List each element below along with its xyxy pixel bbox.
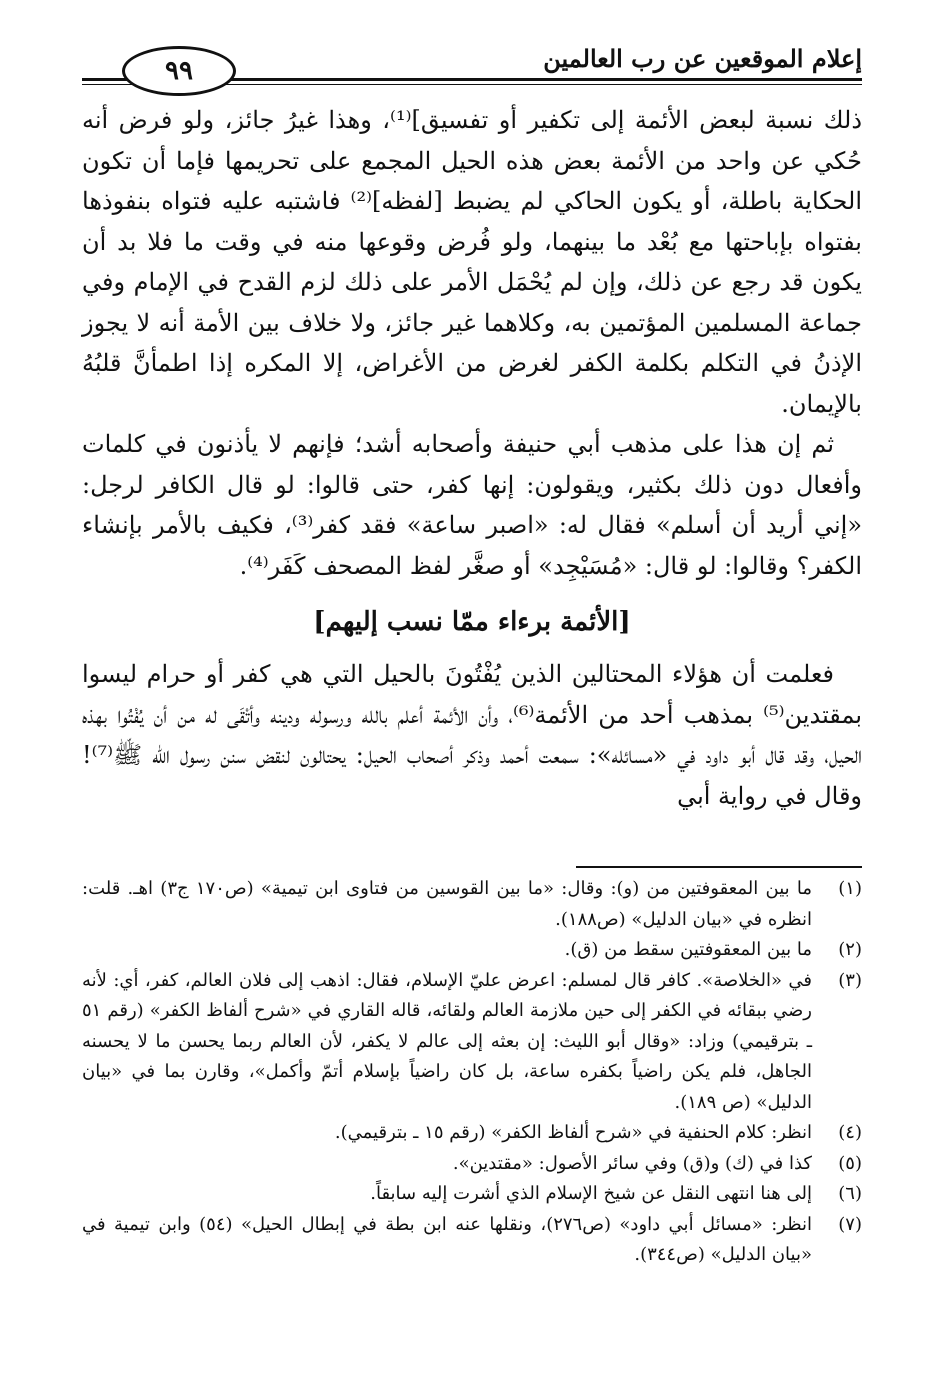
footnote-text: انظر: كلام الحنفية في «شرح ألفاظ الكفر» (رقم ١٥ ـ بترقيمي).	[334, 1122, 812, 1143]
footnote-separator	[576, 866, 862, 868]
page-number: ٩٩	[165, 56, 193, 86]
footnotes	[82, 874, 862, 1271]
footnote-number: (٥)	[838, 1152, 862, 1174]
footnote-number: (٤)	[838, 1122, 862, 1143]
main-text	[82, 100, 862, 816]
footnote-6	[82, 1179, 862, 1210]
footnote-text: إلى هنا انتهى النقل عن شيخ الإسلام الذي أشرت إليه سابقاً.	[370, 1183, 812, 1204]
footnote-text: ما بين المعقوفتين سقط من (ق).	[564, 939, 812, 960]
footnote-text: في «الخلاصة». كافر قال لمسلم: اعرض عليّ الإسلام، فقال: اذهب إلى فلان العالم، كفر، أي: لأنه رضي ببقائه في الكفر إلى حين ملازمة العالم ولقائه، قاله القاري في «شرح ألفاظ الكفر» (رقم ٥١ ـ بترقيمي) وزاد: «وقال أبو الليث: إن بعثه إلى عالم لا يكفر، لأن العالم ربما يحسن ما لا يحسنه الجاهل، فلم يكن راضياً بكفره ساعة، بل كان راضياً بإسلام أتمّ وأكمل»، وقارن بما في «بيان الدليل» (ص ١٨٩).	[82, 969, 812, 1113]
footnote-4	[82, 1118, 862, 1149]
footnote-text: كذا في (ك) و(ق) وفي سائر الأصول: «مقتدين».	[452, 1152, 812, 1174]
footnote-5	[82, 1149, 862, 1180]
running-title: إعلام الموقعين عن رب العالمين	[543, 44, 862, 73]
footnote-2	[82, 935, 862, 966]
footnote-number: (٢)	[838, 939, 862, 960]
paragraph-1: ذلك نسبة لبعض الأئمة إلى تكفير أو تفسيق]⁽¹⁾، وهذا غيرُ جائز، ولو فرض أنه حُكي عن واحد من الأئمة بعض هذه الحيل المجمع على تحريمها فإما أن تكون الحكاية باطلة، أو يكون الحاكي لم يضبط [لفظه]⁽²⁾ فاشتبه عليه فتواه بنفوذها بفتواه بإباحتها مع بُعْد ما بينهما، ولو فُرض وقوعها منه في وقت ما فلا بد أن يكون قد رجع عن ذلك، وإن لم يُحْمَل الأمر على ذلك لزم القدح في الإمام وفي جماعة المسلمين المؤتمين به، وكلاهما غير جائز، ولا خلاف بين الأمة أنه لا يجوز الإذنُ في التكلم بكلمة الكفر لغرض من الأغراض، إلا المكره إذا اطمأنَّ قلبُهُ بالإيمان.	[82, 106, 863, 418]
footnote-text: ما بين المعقوفتين من (و): وقال: «ما بين القوسين من فتاوى ابن تيمية» (ص١٧٠ ج٣) اهـ. قلت: انظره في «بيان الدليل» (ص١٨٨).	[82, 878, 813, 930]
page-number-oval	[122, 46, 236, 96]
footnote-text: انظر: «مسائل أبي داود» (ص٢٧٦)، ونقلها عنه ابن بطة في إبطال الحيل» (٥٤) وابن تيمية في «بيان الدليل» (ص٣٤٤).	[82, 1213, 812, 1265]
footnote-number: (٧)	[838, 1213, 862, 1235]
section-heading: [الأئمة برءاء ممّا نسب إليهم]	[313, 607, 631, 637]
footnote-3	[82, 966, 862, 1119]
running-header	[82, 38, 862, 94]
paragraph-2: ثم إن هذا على مذهب أبي حنيفة وأصحابه أشد؛ فإنهم لا يأذنون في كلمات وأفعال دون ذلك بكثير، ويقولون: إنها كفر، حتى قالوا: لو قال الكافر لرجل: «إني أريد أن أسلم» فقال له: «اصبر ساعة» فقد كفر⁽³⁾، فكيف بالأمر بإنشاء الكفر؟ وقالوا: لو قال: «مُسَيْجِد» أو صغَّر لفظ المصحف كَفَر⁽⁴⁾.	[82, 430, 863, 580]
footnote-7	[82, 1210, 862, 1271]
footnote-1	[82, 874, 862, 935]
footnote-number: (٦)	[838, 1183, 862, 1204]
footnote-number: (١)	[838, 878, 862, 899]
paragraph-3: فعلمت أن هؤلاء المحتالين الذين يُفْتُونَ بالحيل التي هي كفر أو حرام ليسوا بمقتدين⁽⁵⁾ بمذهب أحد من الأئمة⁽⁶⁾، وأن الأئمة أعلم بالله ورسوله ودينه وأتْقَى له من أن يُفْتُوا بهذه الحيل، وقد قال أبو داود في «مسائله»: سمعت أحمد وذكر أصحاب الحيل: يحتالون لنقض سنن رسول الله ﷺ⁽⁷⁾! وقال في رواية أبي	[82, 660, 863, 810]
footnote-number: (٣)	[838, 969, 862, 991]
